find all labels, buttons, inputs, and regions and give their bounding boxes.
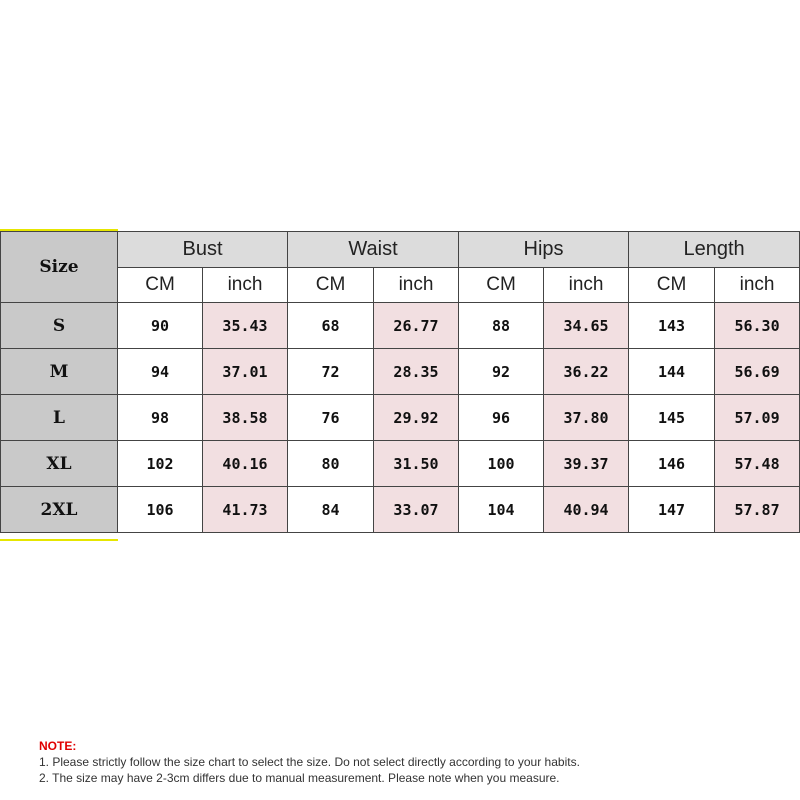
- table-row: [1, 349, 800, 395]
- unit-header: CM: [118, 268, 203, 303]
- unit-header: CM: [629, 268, 715, 303]
- table-cell: 40.16: [203, 441, 288, 487]
- table-row: [1, 441, 800, 487]
- table-cell: 31.50: [374, 441, 459, 487]
- table-cell: 68: [288, 303, 374, 349]
- table-row: [1, 395, 800, 441]
- table-cell: 35.43: [203, 303, 288, 349]
- note-line: 1. Please strictly follow the size chart to select the size. Do not select directly according to your habits.: [39, 755, 580, 769]
- table-cell: 146: [629, 441, 715, 487]
- table-cell: 56.69: [715, 349, 800, 395]
- table-cell: 57.48: [715, 441, 800, 487]
- table-row: [1, 303, 800, 349]
- table-cell: 34.65: [544, 303, 629, 349]
- table-cell: 36.22: [544, 349, 629, 395]
- group-header-row: [1, 232, 800, 268]
- unit-header: CM: [288, 268, 374, 303]
- table-cell: 39.37: [544, 441, 629, 487]
- unit-header: CM: [459, 268, 544, 303]
- unit-header: inch: [203, 268, 288, 303]
- unit-header: inch: [715, 268, 800, 303]
- yellow-accent-bottom: [0, 539, 118, 541]
- table-cell: 33.07: [374, 487, 459, 533]
- table-cell: 37.80: [544, 395, 629, 441]
- size-label: L: [1, 395, 118, 441]
- table-cell: 94: [118, 349, 203, 395]
- table-cell: 88: [459, 303, 544, 349]
- table-cell: 144: [629, 349, 715, 395]
- table-cell: 106: [118, 487, 203, 533]
- size-label: XL: [1, 441, 118, 487]
- table-cell: 145: [629, 395, 715, 441]
- table-cell: 57.09: [715, 395, 800, 441]
- table-row: [1, 487, 800, 533]
- table-cell: 38.58: [203, 395, 288, 441]
- table-cell: 90: [118, 303, 203, 349]
- hips-header: Hips: [459, 232, 629, 268]
- table-cell: 96: [459, 395, 544, 441]
- table-cell: 41.73: [203, 487, 288, 533]
- table-cell: 57.87: [715, 487, 800, 533]
- table-cell: 37.01: [203, 349, 288, 395]
- table-cell: 84: [288, 487, 374, 533]
- length-header: Length: [629, 232, 800, 268]
- note-title: NOTE:: [39, 739, 77, 753]
- unit-header-row: [1, 268, 800, 303]
- size-chart-table: [0, 231, 800, 533]
- table-cell: 143: [629, 303, 715, 349]
- size-label: S: [1, 303, 118, 349]
- size-label: M: [1, 349, 118, 395]
- table-cell: 29.92: [374, 395, 459, 441]
- note-block: [39, 738, 580, 786]
- table-cell: 147: [629, 487, 715, 533]
- table-cell: 72: [288, 349, 374, 395]
- table-cell: 56.30: [715, 303, 800, 349]
- table-cell: 104: [459, 487, 544, 533]
- size-column-header: Size: [1, 232, 118, 303]
- table-cell: 28.35: [374, 349, 459, 395]
- bust-header: Bust: [118, 232, 288, 268]
- table-cell: 26.77: [374, 303, 459, 349]
- table-cell: 76: [288, 395, 374, 441]
- waist-header: Waist: [288, 232, 459, 268]
- table-cell: 100: [459, 441, 544, 487]
- size-label: 2XL: [1, 487, 118, 533]
- table-cell: 102: [118, 441, 203, 487]
- table-cell: 92: [459, 349, 544, 395]
- unit-header: inch: [544, 268, 629, 303]
- table-cell: 98: [118, 395, 203, 441]
- table-cell: 80: [288, 441, 374, 487]
- unit-header: inch: [374, 268, 459, 303]
- note-line: 2. The size may have 2-3cm differs due to manual measurement. Please note when you measure.: [39, 771, 560, 785]
- table-cell: 40.94: [544, 487, 629, 533]
